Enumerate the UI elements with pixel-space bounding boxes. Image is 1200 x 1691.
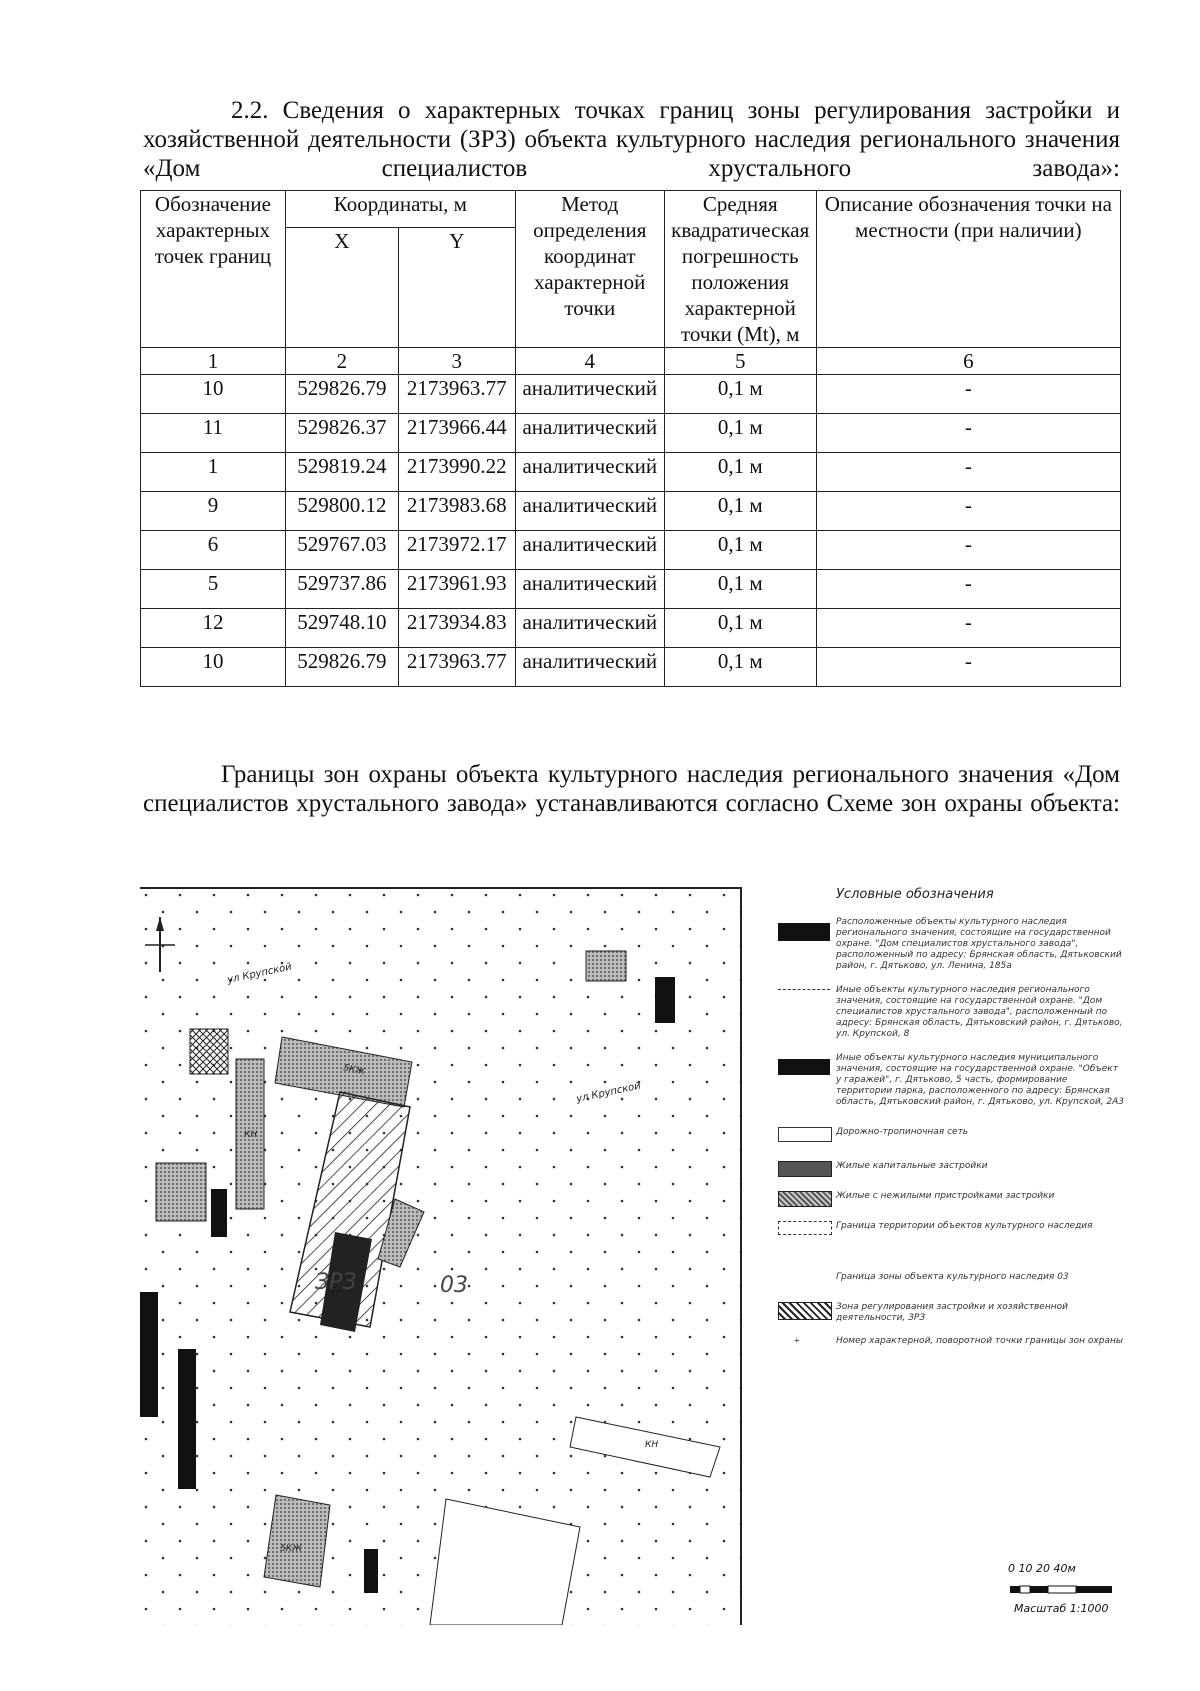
cell-point: 10: [141, 648, 286, 687]
cell-y: 2173961.93: [398, 570, 515, 609]
zone-code-label: 03: [440, 1273, 468, 1298]
legend-symbol: [778, 1191, 832, 1207]
cell-x: 529819.24: [285, 453, 398, 492]
scale-ruler-icon: [1008, 1580, 1118, 1598]
zone-label: ЗРЗ: [315, 1270, 357, 1295]
map-legend-lower: [776, 1272, 1130, 1372]
cell-point: 11: [141, 414, 286, 453]
cell-error: 0,1 м: [664, 609, 816, 648]
table-row: [141, 492, 1121, 531]
legend-item: Зона регулирования застройки и хозяйственной деятельности, ЗРЗ: [836, 1302, 1068, 1323]
building-label: КН: [244, 1130, 258, 1140]
legend-item: Расположенные объекты культурного наследия регионального значения, состоящие на государственной охране. "Дом специалистов хрустального завода", расположенный по адресу: Брянская область, Дятьковский район, г. Дятьково, ул. Ленина, 185а: [836, 917, 1122, 971]
table-row: [141, 609, 1121, 648]
legend-symbol: [778, 1161, 832, 1177]
cell-method: аналитический: [515, 414, 664, 453]
cell-point: 9: [141, 492, 286, 531]
column-number: 1: [141, 348, 286, 375]
cell-error: 0,1 м: [664, 570, 816, 609]
table-row: [141, 375, 1121, 414]
section-heading: 2.2. Сведения о характерных точках границ зоны регулирования застройки и хозяйственной деятельности (ЗРЗ) объекта культурного наследия регионального значения «Дом специалистов хрустального завода»:: [143, 97, 1120, 182]
cell-error: 0,1 м: [664, 648, 816, 687]
cell-error: 0,1 м: [664, 492, 816, 531]
building-label: КН: [645, 1440, 659, 1450]
legend-item: Граница зоны объекта культурного наследия 03: [836, 1272, 1069, 1282]
cell-description: -: [816, 375, 1120, 414]
cell-y: 2173963.77: [398, 648, 515, 687]
cell-y: 2173990.22: [398, 453, 515, 492]
cell-method: аналитический: [515, 609, 664, 648]
legend-item: Дорожно-тропиночная сеть: [836, 1127, 969, 1137]
header-x: X: [285, 228, 398, 348]
legend-symbol: [778, 989, 830, 990]
cell-x: 529748.10: [285, 609, 398, 648]
cell-y: 2173934.83: [398, 609, 515, 648]
legend-item: Иные объекты культурного наследия муниципального значения, состоящие на государственной охране. "Объект у гаражей", г. Дятьково, 5 часть, формирование территории парка, расположенного по адресу: Брянская область, Дятьковский район, г. Дятьково, ул. Крупской, 2А3: [836, 1053, 1125, 1107]
table-row: [141, 570, 1121, 609]
street-label: ул Крупской: [575, 1080, 642, 1105]
street-label: ул Крупской: [226, 961, 293, 986]
legend-item: Жилые капитальные застройки: [836, 1161, 988, 1171]
scale-numbers: 0 10 20 40м: [1008, 1562, 1076, 1575]
cell-method: аналитический: [515, 531, 664, 570]
scheme-paragraph: Границы зон охраны объекта культурного наследия регионального значения «Дом специалистов хрустального завода» устанавливаются согласно Схеме зон охраны объекта:: [143, 761, 1120, 817]
cell-x: 529737.86: [285, 570, 398, 609]
cell-method: аналитический: [515, 375, 664, 414]
table-row: [141, 414, 1121, 453]
cell-point: 1: [141, 453, 286, 492]
cell-description: -: [816, 570, 1120, 609]
column-number: 3: [398, 348, 515, 375]
legend-title: Условные обозначения: [836, 887, 994, 902]
cell-method: аналитический: [515, 492, 664, 531]
cell-error: 0,1 м: [664, 414, 816, 453]
header-description: Описание обозначения точки на местности (при наличии): [816, 191, 1120, 348]
cell-description: -: [816, 609, 1120, 648]
coordinates-table: [140, 190, 1121, 687]
cell-description: -: [816, 414, 1120, 453]
legend-symbol: [778, 1127, 832, 1142]
scale-label: Масштаб 1:1000: [1014, 1602, 1109, 1615]
cell-error: 0,1 м: [664, 531, 816, 570]
cell-point: 6: [141, 531, 286, 570]
cell-description: -: [816, 648, 1120, 687]
header-designation: Обозначение характерных точек границ: [141, 191, 286, 348]
cell-x: 529826.79: [285, 375, 398, 414]
map-background: [140, 887, 742, 1625]
cell-point: 10: [141, 375, 286, 414]
table-row: [141, 453, 1121, 492]
cell-y: 2173983.68: [398, 492, 515, 531]
table-row: [141, 648, 1121, 687]
legend-item: Граница территории объектов культурного наследия: [836, 1221, 1093, 1231]
cell-description: -: [816, 531, 1120, 570]
cell-y: 2173972.17: [398, 531, 515, 570]
column-number: 4: [515, 348, 664, 375]
legend-symbol: [778, 1059, 830, 1075]
header-error: Средняя квадратическая погрешность положения характерной точки (Mt), м: [664, 191, 816, 348]
building-label: 5КЖ: [280, 1544, 302, 1554]
legend-symbol: [778, 1302, 832, 1320]
legend-symbol: [778, 923, 830, 941]
cell-method: аналитический: [515, 648, 664, 687]
cell-error: 0,1 м: [664, 375, 816, 414]
cell-point: 12: [141, 609, 286, 648]
cell-x: 529800.12: [285, 492, 398, 531]
header-method: Метод определения координат характерной точки: [515, 191, 664, 348]
legend-symbol: +: [794, 1336, 800, 1347]
protection-zones-map: [140, 887, 742, 1625]
cell-y: 2173963.77: [398, 375, 515, 414]
cell-description: -: [816, 453, 1120, 492]
header-coordinates: Координаты, м: [285, 191, 515, 228]
cell-error: 0,1 м: [664, 453, 816, 492]
cell-x: 529767.03: [285, 531, 398, 570]
cell-point: 5: [141, 570, 286, 609]
legend-item: Иные объекты культурного наследия регионального значения, состоящие на государственной охране. "Дом специалистов хрустального завода", расположенный по адресу: Брянская область, Дятьковский район, г. Дятьково, ул. Крупской, 8: [836, 985, 1123, 1039]
cell-y: 2173966.44: [398, 414, 515, 453]
cell-description: -: [816, 492, 1120, 531]
cell-method: аналитический: [515, 453, 664, 492]
header-y: Y: [398, 228, 515, 348]
legend-item: Жилые с нежилыми пристройками застройки: [836, 1191, 1055, 1201]
legend-item: Номер характерной, поворотной точки границы зон охраны: [836, 1336, 1123, 1346]
column-number: 5: [664, 348, 816, 375]
legend-symbol: [778, 1221, 832, 1235]
building-label: 5КЖ: [342, 1063, 366, 1078]
table-row: [141, 531, 1121, 570]
column-number: 2: [285, 348, 398, 375]
map-legend: [776, 887, 1130, 1267]
cell-method: аналитический: [515, 570, 664, 609]
cell-x: 529826.37: [285, 414, 398, 453]
cell-x: 529826.79: [285, 648, 398, 687]
column-number: 6: [816, 348, 1120, 375]
scale-bar: [1008, 1562, 1128, 1622]
